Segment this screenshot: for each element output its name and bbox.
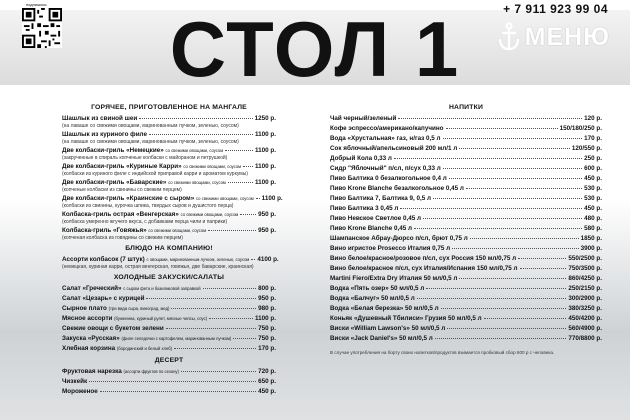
menu-item-name [330,245,450,253]
menu-item-row [330,215,602,223]
menu-item-name [330,325,445,333]
menu-item-row [330,175,602,183]
leader-dots [459,148,570,149]
menu-item-price: 450 р. [584,205,602,212]
leader-dots [449,178,582,179]
menu-item [330,325,602,333]
menu-item-row [330,145,602,153]
menu-item-price: 250 р. [584,155,602,162]
menu-item-name [62,195,254,203]
menu-item [330,135,602,143]
phone-number[interactable]: + 7 911 923 99 04 [503,2,608,16]
menu-item-note: со свежими овощами, соусом [180,212,239,217]
menu-item-name-text: Пиво Krone Blanche 0,45 л [330,225,412,232]
menu-item-name-text: Чай черный/зеленый [330,115,397,122]
menu-item-price: 3900 р. [580,245,602,252]
menu-item-name [330,275,457,283]
section-title: ДЕСЕРТ [154,357,184,364]
menu-item-row [62,195,283,203]
leader-dots [208,230,256,231]
menu-item-price: 750 р. [258,325,276,332]
menu-item-name-text: Шампанское Абрау-Дюрсо п/сл, брют 0,75 л [330,235,468,242]
menu-item-price: 1850 р. [580,235,602,242]
menu-item-name [62,378,87,386]
leader-dots [240,214,256,215]
menu-item [330,205,602,213]
menu-item-name [330,185,464,193]
menu-item-name [62,388,98,396]
menu-item-row [330,115,602,123]
menu-item-name-text: Виски «William Lawson's» 50 мл/0,5 л [330,325,446,332]
menu-item [62,368,276,376]
menu-item-row [330,245,602,253]
menu-item-name-text: Вино белое/красное п/сл, сух Италия/Испания 150 мл/0,75 л [330,265,518,272]
menu-header [0,0,630,100]
menu-item [62,388,276,396]
menu-item-name [62,345,172,353]
menu-item-name-text: Ассорти колбасок (7 штук) [62,256,145,263]
menu-item-price: 600 р. [584,165,602,172]
menu-item-name [62,131,147,139]
menu-item-price: 550/2500 р. [568,255,602,262]
menu-item-price: 1100 р. [261,195,283,202]
menu-item-description: (закрученные в спираль копченые колбаски с майораном и петрушкой) [62,155,228,161]
menu-item-price: 750/3500 р. [568,265,602,272]
leader-dots [423,218,582,219]
menu-item-row [62,179,276,187]
menu-item-name-text: Мясное ассорти [62,315,113,322]
menu-item-note: со свежими овощами, соусом [183,164,242,169]
menu-item-price: 580 р. [584,225,602,232]
menu-item-name-text: Пиво Балтика 7, Балтика 9, 0,5 л [330,195,432,202]
leader-dots [414,228,582,229]
menu-item [62,315,276,323]
menu-item-name [330,205,398,213]
leader-dots [446,128,558,129]
menu-item-name [330,165,441,173]
menu-item-row [330,295,602,303]
menu-item-row [62,368,276,376]
menu-item-row [62,256,279,264]
menu-item-note: (бородинский и белый хлеб) [116,346,173,351]
menu-item-description: (колбаска умеренно жгучего вкуса, с добавками перца чили и паприки) [62,219,228,225]
menu-item-row [62,388,276,396]
menu-item [330,125,602,133]
menu-item-row [330,225,602,233]
menu-item-row [62,131,276,139]
menu-item-row [62,115,276,123]
leader-dots [518,258,566,259]
menu-item-name [330,145,457,153]
menu-item [330,245,602,253]
menu-item-row [330,205,602,213]
menu-item-name-text: Виски «Jack Daniel's» 50 мл/0,5 л [330,335,433,342]
menu-item-name [62,285,201,293]
menu-item-price: 560/4900 р. [568,325,602,332]
menu-item-name [330,125,444,133]
menu-item-name [62,211,238,219]
menu-item-row [62,315,276,323]
menu-item-name [62,163,241,171]
menu-item-name-text: Шашлык из куриного филе [62,131,147,138]
drinks-column [330,100,602,357]
menu-item-note: (три вида сыра, виноград, мед) [108,306,170,311]
leader-dots [139,118,252,119]
menu-item-note: со свежими овощами, соусом [195,196,254,201]
menu-item-row [330,125,602,133]
leader-dots [243,166,253,167]
leader-dots [398,118,582,119]
menu-item [330,175,602,183]
menu-item [330,115,602,123]
menu-item-price: 1100 р. [254,179,276,186]
menu-item-price: 150/180/250 р. [559,125,602,132]
menu-item-name-text: Водка «Белая березка» 50 мл/0,5 л [330,305,439,312]
menu-item-name-text: Две колбаски-гриль «Баварские» [62,179,167,186]
menu-item-name-text: Сырное плато [62,305,107,312]
menu-item-row [62,378,276,386]
menu-item [62,211,276,225]
menu-item [62,335,276,343]
menu-item-row [330,155,602,163]
menu-item-price: 530 р. [584,185,602,192]
menu-item-name-text: Водка «Пять озер» 50 мл/0,5 л [330,285,425,292]
menu-item-price: 4100 р. [257,256,279,263]
menu-item-name-text: Чизкейк [62,378,88,385]
menu-item-name-text: Свежие овощи с букетом зелени [62,325,164,332]
leader-dots [203,288,257,289]
menu-item [62,305,276,313]
leader-dots [452,248,578,249]
menu-item-name [330,265,518,273]
menu-brand-label: МЕНЮ [524,22,610,51]
leader-dots [470,238,579,239]
menu-item-name-text: Салат «Греческий» [62,285,122,292]
menu-item-note: со свежими овощами, соусом [148,228,207,233]
menu-item-name-text: Салат «Цезарь» с курицей [62,295,145,302]
menu-item-name-text: Колбаска-гриль острая «Венгерская» [62,211,179,218]
menu-item-name [62,305,169,313]
menu-item [330,335,602,343]
menu-item-price: 450/4200 р. [568,315,602,322]
leader-dots [233,338,256,339]
menu-item-name [62,227,206,235]
leader-dots [417,298,567,299]
menu-item-name [62,335,231,343]
leader-dots [441,308,567,309]
menu-item-price: 250/2150 р. [568,285,602,292]
menu-item-name-text: Вино игристое Prosecco Италия 0,75 л [330,245,451,252]
menu-item-price: 950 р. [258,295,276,302]
menu-item-note: со свежими овощами, соусом [165,148,224,153]
menu-item-row [330,165,602,173]
menu-item-price: 1100 р. [254,147,276,154]
menu-item-price: 450 р. [258,388,276,395]
menu-item-note: (филе селедочки с картофелем, маринованным лучком) [121,336,232,341]
menu-item-name-text: Сок яблочный/апельсиновый 200 мл/1 л [330,145,458,152]
leader-dots [443,168,582,169]
menu-item-price: 480 р. [584,215,602,222]
menu-item-note: (ассорти фруктов по сезону) [123,369,179,374]
menu-item-description: (копченые колбаски из свинины со свежим перцем) [62,187,182,193]
menu-item-name-text: Закуска «Русская» [62,335,120,342]
menu-item-price: 380/3250 р. [568,305,602,312]
menu-item-name [330,305,439,313]
menu-item-description: (на лаваше со свежими овощами, маринованным лучком, зеленью, соусом) [62,123,239,129]
menu-item [330,295,602,303]
menu-item [62,345,276,353]
anchor-icon [497,22,521,52]
menu-item-row [62,147,276,155]
menu-item-price: 170 р. [584,135,602,142]
menu-item-price: 1100 р. [254,131,276,138]
qr-label: подпишись [26,2,47,7]
menu-item-name-text: Колбаска-гриль «Говяжья» [62,227,147,234]
leader-dots [228,182,253,183]
leader-dots [443,138,583,139]
leader-dots [484,318,567,319]
leader-dots [426,288,566,289]
menu-item-price: 720 р. [258,368,276,375]
menu-item-name-text: Мороженое [62,388,98,395]
menu-item-row [62,211,276,219]
menu-item-description: (колбаски из куриного филе с индийской приправой карри и ароматом куркумы) [62,171,248,177]
menu-item-row [62,163,276,171]
menu-item-note: с сыром фета и базиликовой заправкой [123,286,201,291]
menu-item-price: 530 р. [584,195,602,202]
menu-item-name [62,179,226,187]
menu-title: СТОЛ 1 [169,5,461,93]
menu-item-row [330,335,602,343]
menu-item [330,225,602,233]
menu-item-price: 120 р. [584,115,602,122]
menu-item [330,145,602,153]
menu-item-name-text: Две колбаски-гриль «Куриные Карри» [62,163,182,170]
leader-dots [466,188,582,189]
menu-item-price: 950 р. [258,211,276,218]
menu-item [62,227,276,241]
menu-item-name-text: Кофе эспрессо/американо/капучино [330,125,444,132]
menu-item-row [330,255,602,263]
section-title: ГОРЯЧЕЕ, ПРИГОТОВЛЕННОЕ НА МАНГАЛЕ [91,104,247,111]
leader-dots [171,308,256,309]
leader-dots [174,348,256,349]
menu-item-name [330,335,433,343]
section-title: БЛЮДО НА КОМПАНИЮ! [125,245,213,252]
menu-item-price: 300/2900 р. [568,295,602,302]
section-title: ХОЛОДНЫЕ ЗАКУСКИ/САЛАТЫ [113,274,225,281]
menu-item-row [330,235,602,243]
leader-dots [400,208,582,209]
menu-item [62,195,283,209]
menu-item-name-text: Пиво Krone Blanche безалкогольное 0,45 л [330,185,464,192]
menu-item-name [62,115,137,123]
leader-dots [146,298,256,299]
menu-item-row [62,295,276,303]
menu-item-price: 1100 р. [254,315,276,322]
menu-brand [497,22,610,52]
menu-item-row [330,305,602,313]
leader-dots [209,318,253,319]
menu-item-row [62,305,276,313]
menu-item-name [330,175,447,183]
leader-dots [225,150,253,151]
corkage-footnote: В случае употребления на борту своих напитков/продуктов взимается пробковый сбор 600 р с человека. [330,350,555,355]
menu-item-row [62,335,276,343]
menu-item-row [330,275,602,283]
drinks-list [330,115,602,343]
menu-item-name [62,256,249,264]
menu-item-description: (копченая колбаска из говядины со свежим перцем) [62,235,183,241]
leader-dots [520,268,567,269]
menu-item-name [330,235,468,243]
leader-dots [181,371,256,372]
menu-item-name-text: Хлебная корзина [62,345,116,352]
menu-item-description: (немецкая, куриная карри, острая венгерская, говяжья, две баварские, краинская) [62,264,254,270]
left-column [62,100,283,398]
menu-item [62,325,276,333]
menu-item [62,378,276,386]
leader-dots [459,278,566,279]
menu-item-name [62,315,207,323]
menu-item [62,115,276,129]
menu-item-note: с овощами, маринованным лучком, зеленью, соусом [146,257,250,262]
menu-item-description: (на лаваше со свежими овощами, маринованным лучком, зеленью, соусом) [62,139,239,145]
menu-item [330,285,602,293]
menu-item-row [330,265,602,273]
menu-item [62,285,276,293]
menu-item-name [62,325,164,333]
menu-item [62,131,276,145]
menu-item-name-text: Шашлык из свиной шеи [62,115,138,122]
menu-item-name-text: Две колбаски-гриль «Немецкие» [62,147,164,154]
menu-item-name [330,285,424,293]
menu-item-name [330,135,441,143]
menu-item-name-text: Фруктовая нарезка [62,368,122,375]
menu-item [330,155,602,163]
leader-dots [149,134,253,135]
menu-item [62,147,276,161]
leader-dots [435,338,567,339]
leader-dots [89,381,256,382]
menu-item-note: со свежими овощами, соусом [168,180,226,185]
menu-item-price: 1250 р. [254,115,276,122]
menu-item [62,295,276,303]
menu-item-name-text: Вода «Хрустальная» газ, н/газ 0,5 л [330,135,441,142]
menu-item-description: (колбаски из свинины, курочка шпика, твердых сыров и душистого перца) [62,203,234,209]
menu-item-name-text: Вино белое/красное/розовое п/сл, сух Россия 150 мл/0,75 л [330,255,517,262]
menu-item [330,235,602,243]
menu-item-price: 950 р. [258,227,276,234]
menu-item-price: 770/8800 р. [568,335,602,342]
menu-item-name [330,225,412,233]
menu-item-price: 650 р. [258,378,276,385]
menu-item [330,185,602,193]
menu-item-price: 860/4250 р. [568,275,602,282]
menu-item-name [330,295,415,303]
menu-item-price: 170 р. [258,345,276,352]
menu-item-price: 1100 р. [254,163,276,170]
menu-item-row [330,325,602,333]
menu-item-name [330,155,392,163]
menu-item-price: 120/550 р. [571,145,602,152]
menu-item-price: 980 р. [258,305,276,312]
menu-item-name [62,368,179,376]
menu-item [330,265,602,273]
menu-item [330,165,602,173]
menu-content [0,100,630,420]
menu-item-row [62,285,276,293]
menu-item-name [330,255,516,263]
menu-item-name-text: Коньяк «Душевный Тбилиси» Грузия 50 мл/0,5 л [330,315,482,322]
menu-item-name-text: Добрый Кола 0,33 л [330,155,392,162]
menu-item [330,305,602,313]
menu-item-row [330,315,602,323]
menu-item-name-text: Сидр "Яблочный" п/сл, п/сух 0,33 л [330,165,441,172]
menu-item-row [62,325,276,333]
menu-item-price: 800 р. [258,285,276,292]
leader-dots [251,259,255,260]
leader-dots [433,198,582,199]
menu-item [330,255,602,263]
menu-item-name [62,295,144,303]
menu-item-name-text: Водка «Балчуг» 50 мл/0,5 л [330,295,415,302]
leader-dots [394,158,582,159]
menu-item [62,179,276,193]
menu-item [330,195,602,203]
leader-dots [166,328,256,329]
menu-item-row [330,285,602,293]
menu-item-name-text: Пиво Балтика 0 безалкогольное 0,4 л [330,175,447,182]
leader-dots [447,328,566,329]
menu-item-name [330,215,421,223]
menu-item-name [330,315,482,323]
menu-item [62,163,276,177]
menu-item-name [62,147,223,155]
menu-item [330,215,602,223]
drinks-section-title: НАПИТКИ [448,104,484,111]
menu-item-row [330,185,602,193]
menu-item [62,256,279,270]
menu-item-name-text: Martini Fiero/Extra Dry Италия 50 мл/0,5 л [330,275,458,282]
menu-item-note: (буженина, куриный рулет, мясные чипсы, соус) [114,316,208,321]
menu-item-row [330,135,602,143]
menu-item [330,315,602,323]
menu-item-name-text: Пиво Балтика 3 0,45 л [330,205,399,212]
menu-item-price: 450 р. [584,175,602,182]
menu-item-name [330,115,396,123]
menu-item-name-text: Пиво Невское Светлое 0,45 л [330,215,421,222]
menu-item-name-text: Две колбаски-гриль «Краинские с сыром» [62,195,195,202]
leader-dots [100,391,256,392]
leader-dots [256,198,260,199]
menu-item [330,275,602,283]
menu-item-row [62,345,276,353]
menu-item-row [330,195,602,203]
menu-item-price: 750 р. [258,335,276,342]
menu-item-row [62,227,276,235]
menu-item-name [330,195,431,203]
